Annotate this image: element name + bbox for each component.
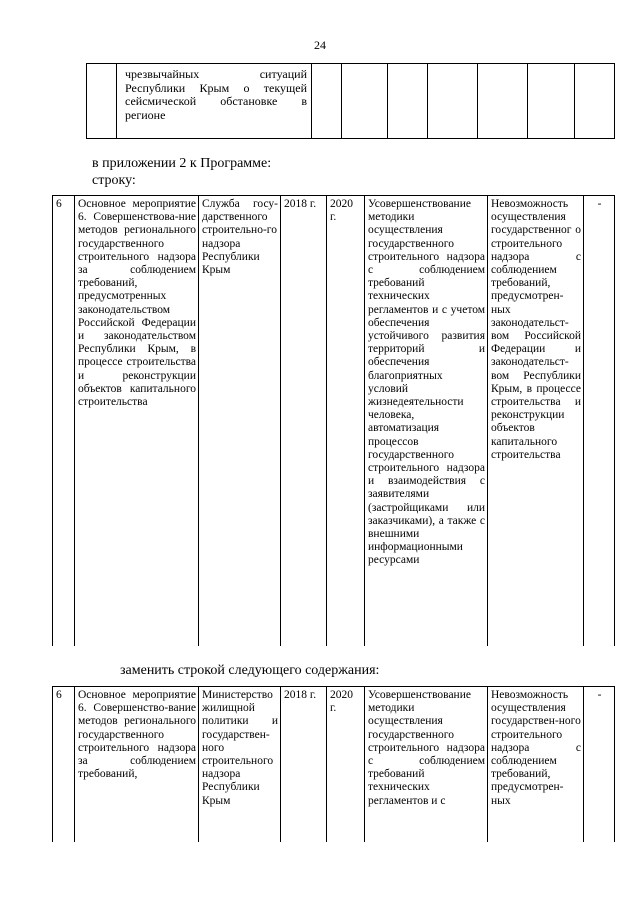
old-row-result: Усовершенствование методики осуществления государственного строительного надзора с соблюдением требований технических регламентов и с учетом обеспечения устойчивого развития территорий и обеспечения благоприятных условий жизнедеятельности человека, автоматизация процессов государственного строительного надзора и взаимодействия с заявителями (застройщиками или заказчиками), а также с внешними информационными ресурсами: [365, 196, 488, 647]
page-number: 24: [314, 38, 326, 52]
old-row-end: 2020 г.: [327, 196, 365, 647]
new-row-result: Усовершенствование методики осуществления государственного строительного надзора с соблюдением требований технических регламентов и с: [365, 687, 488, 843]
top-table-fragment: [86, 63, 615, 139]
old-row-consequence: Невозможность осуществления государственног о строительного надзора с соблюдением требований, предусмотрен-ных законодательст-вом Российской Федерации и законодательст-вом Республики Крым, в процессе строительства и реконструкции объектов капитального строительства: [488, 196, 584, 647]
new-row-end: 2020 г.: [327, 687, 365, 843]
replace-line: заменить строкой следующего содержания:: [120, 663, 380, 678]
new-row-start: 2018 г.: [281, 687, 327, 843]
new-row-link: -: [584, 687, 615, 843]
old-row-start: 2018 г.: [281, 196, 327, 647]
intro-line-2: строку:: [92, 173, 136, 188]
old-row-number: 6: [53, 196, 75, 647]
old-row-name: Основное мероприятие 6. Совершенствова-ние методов регионального государственного строительного надзора за соблюдением требований, предусмотренных законодательством Российской Федерации и законодательством Республики Крым, в процессе строительства и реконструкции объектов капитального строительства: [75, 196, 199, 647]
new-row-name: Основное мероприятие 6. Совершенство-вание методов регионального государственного строительного надзора за соблюдением требований,: [75, 687, 199, 843]
fragment-text: чрезвычайных ситуаций Республики Крым о текущей сейсмической обстановке в регионе: [117, 64, 312, 139]
old-row-link: -: [584, 196, 615, 647]
new-row-number: 6: [53, 687, 75, 843]
new-row-consequence: Невозможность осуществления государствен-ного строительного надзора с соблюдением требований, предусмотрен-ных: [488, 687, 584, 843]
old-row-table: [52, 195, 615, 646]
new-row-executor: Министерство жилищной политики и государствен-ного строительного надзора Республики Крым: [199, 687, 281, 843]
old-row-executor: Служба госу-дарственного строительно-го надзора Республики Крым: [199, 196, 281, 647]
new-row-table: [52, 686, 615, 842]
intro-line-1: в приложении 2 к Программе:: [92, 156, 272, 171]
